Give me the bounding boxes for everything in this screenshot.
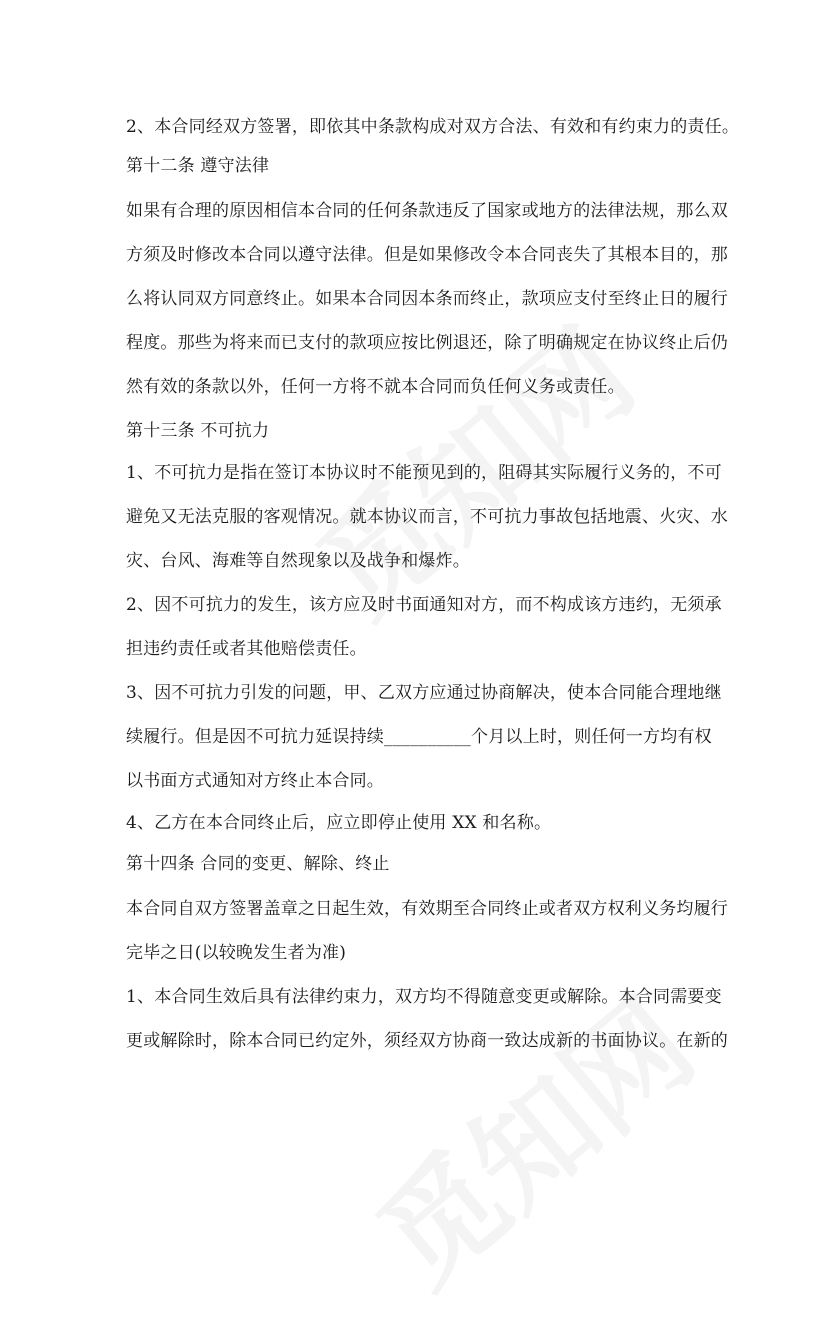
paragraph-line: 完毕之日(以较晚发生者为准): [126, 943, 347, 963]
section-heading: 第十二条 遵守法律: [126, 156, 270, 176]
paragraph-line: 1、本合同生效后具有法律约束力，双方均不得随意变更或解除。本合同需要变: [126, 987, 722, 1007]
paragraph-line: 担违约责任或者其他赔偿责任。: [126, 639, 367, 659]
paragraph-line: 2、本合同经双方签署，即依其中条款构成对双方合法、有效和有约束力的责任。: [126, 117, 740, 137]
paragraph-line: 以书面方式通知对方终止本合同。: [126, 771, 384, 791]
section-heading: 第十三条 不可抗力: [126, 421, 270, 441]
paragraph-line: 3、因不可抗力引发的问题，甲、乙双方应通过协商解决，使本合同能合理地继: [126, 683, 722, 703]
paragraph-line: 4、乙方在本合同终止后，应立即停止使用 XX 和名称。: [126, 813, 552, 833]
paragraph-line: 避免又无法克服的客观情况。就本协议而言，不可抗力事故包括地震、火灾、水: [126, 507, 728, 527]
paragraph-line: 方须及时修改本合同以遵守法律。但是如果修改令本合同丧失了其根本目的，那: [126, 245, 728, 265]
paragraph-line: 灾、台风、海难等自然现象以及战争和爆炸。: [126, 551, 470, 571]
watermark: [337, 954, 723, 1317]
section-heading: 第十四条 合同的变更、解除、终止: [126, 854, 390, 874]
paragraph-line: 续履行。但是因不可抗力延误持续__________个月以上时，则任何一方均有权: [126, 727, 712, 747]
paragraph-line: 如果有合理的原因相信本合同的任何条款违反了国家或地方的法律法规，那么双: [126, 201, 728, 221]
paragraph-line: 程度。那些为将来而已支付的款项应按比例退还，除了明确规定在协议终止后仍: [126, 333, 728, 353]
paragraph-line: 本合同自双方签署盖章之日起生效，有效期至合同终止或者双方权利义务均履行: [126, 899, 728, 919]
paragraph-line: 1、不可抗力是指在签订本协议时不能预见到的，阻碍其实际履行义务的，不可: [126, 463, 722, 483]
paragraph-line: 2、因不可抗力的发生，该方应及时书面通知对方，而不构成该方违约，无须承: [126, 595, 722, 615]
paragraph-line: 更或解除时，除本合同已约定外，须经双方协商一致达成新的书面协议。在新的: [126, 1031, 728, 1051]
paragraph-line: 然有效的条款以外，任何一方将不就本合同而负任何义务或责任。: [126, 377, 625, 397]
paragraph-line: 么将认同双方同意终止。如果本合同因本条而终止，款项应支付至终止日的履行: [126, 289, 728, 309]
